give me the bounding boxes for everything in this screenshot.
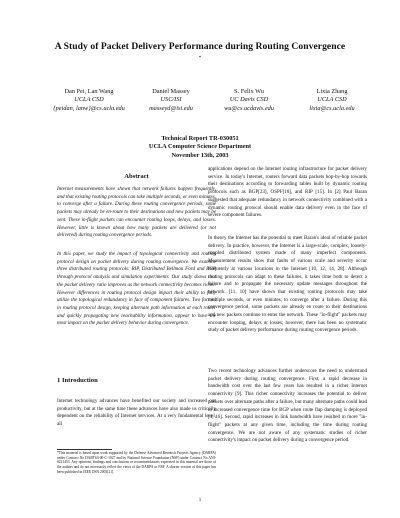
- author-block-1: [44, 88, 134, 113]
- author-block-2: [136, 88, 206, 113]
- title-footnote-mark: *: [198, 56, 202, 61]
- author-names: S. Felix Wu: [234, 88, 264, 95]
- author-email: lixia@cs.ucla.edu: [309, 104, 355, 112]
- author-block-4: [292, 88, 372, 113]
- report-department: UCLA Computer Science Department: [148, 143, 252, 151]
- right-column-paragraph-2: In theory the Internet has the potential to meet Baran's ideal of reliable packet delivery. In practice, however, the Internet is a large-scale, complex, loosely-coupled distributed system made of many imperfect components. Measurement results show that faults of various scale and severity occur frequently at various locations in the Internet [10, 12, 14, 28]. Although routing protocols can adapt to these failures, it takes time both to detect a failure and to propagate the necessary update messages throughout the network. [11, 10] have shown that existing routing protocols may take multiple seconds, or even minutes, to converge after a failure. During this convergence period, some packets are already en route to their destinations and new packets continue to enter the network. These "in-flight" packets may encounter looping, delays or losses; however, there has been no systematic study of packet delivery performance during routing convergence periods.: [208, 235, 367, 334]
- author-names: Daniel Massey: [152, 88, 190, 95]
- author-email: masseyd@isi.edu: [149, 104, 193, 112]
- section-heading-introduction: 1 Introduction: [57, 377, 98, 384]
- funding-footnote: *This material is based upon work supported by the Defense Advanced Research Projects Agency (DARPA) under Contract No DABT63-00-C-1027 and by National Science Foundation (NSF) under Contract No ANI-0221453. Any opinions, findings and conclusions or recommendations expressed in this material are those of the authors and do not necessarily reflect the views of the DARPA or NSF. A shorter version of this paper has been published in IEEE DSN 2003[21].: [57, 451, 216, 474]
- author-names: Lixia Zhang: [316, 88, 348, 95]
- report-date: November 13th, 2003: [171, 151, 229, 159]
- abstract-heading: Abstract: [124, 173, 149, 180]
- author-names: Dan Pei, Lan Wang: [64, 88, 114, 95]
- author-institution: USC/ISI: [160, 96, 182, 104]
- author-institution: UCLA CSD: [74, 96, 104, 104]
- report-info: [0, 135, 400, 160]
- introduction-paragraph: Internet technology advances have benefited our society and increased our productivity, but at the same time these advances have also made us critically dependent on the reliability of Internet services. At a very fundamental level, all: [57, 398, 216, 428]
- footnote-rule: [57, 449, 112, 450]
- report-number: Technical Report TR-030051: [161, 135, 239, 142]
- abstract-paragraph-2: In this paper, we study the impact of topological connectivity and routing protocol design on packet delivery during routing convergence. We examine three distributed routing protocols: RIP, Distributed Bellman Ford and BGP through protocol analysis and simulation experiments. Our study shows that the packet delivery ratio improves as the network connectivity becomes richer. However differences in routing protocol design impact their ability to fully utilize the topological redundancy in face of component failures. Two factors in routing protocol design, keeping alternate path information at each router and quickly propagating new reachability information, appear to have the most impact on the packet delivery behavior during convergence.: [57, 251, 216, 327]
- author-email: wu@cs.ucdavis.edu: [224, 104, 274, 112]
- author-email: {peidan, lanw}@cs.ucla.edu: [53, 104, 125, 112]
- author-block-3: [204, 88, 294, 113]
- right-column-paragraph-1: applications depend on the Internet routing infrastructure for packet delivery service. In today's Internet, routers forward data packets hop-by-hop towards their destinations according to forwarding tables built by dynamic routing protocols such as BGP[23], OSPF[18], and RIP [15]. In [2] Paul Baran suggested that adequate redundancy in network connectivity combined with a dynamic routing protocol should enable data delivery even in the face of severe component failures.: [208, 166, 367, 219]
- page-number: 1: [198, 498, 202, 503]
- author-institution: UCLA CSD: [317, 96, 347, 104]
- abstract-paragraph-1: Internet measurements have shown that network failures happen frequently, and that existing routing protocols can take multiple seconds, or even minutes, to converge after a failure. During these routing convergence periods, some packets may already be en-route to their destinations and new packets may be sent. These in-flight packets can encounter routing loops, delays, and losses. However, little is known about how many packets are delivered (or not delivered) during routing convergence periods.: [57, 186, 216, 239]
- paper-title: A Study of Packet Delivery Performance during Routing Convergence: [54, 41, 346, 52]
- right-column-paragraph-3: Two recent technology advances further underscore the need to understand packet delivery during routing convergence. First, a rapid decrease in bandwidth cost over the last few years has resulted in a richer Internet connectivity [9]. This richer connectivity increases the potential to deliver packets over alternate paths after a failure, but many alternate paths could lead to increased convergence time for BGP when route flap damping is deployed [4, 16]. Second, rapid increases in link bandwidth have resulted in more "in-flight" packets at any given time, including the time during routing convergence. We are not aware of any systematic studies of richer connectivity's impact on packet delivery during a convergence period.: [208, 368, 367, 444]
- author-institution: UC Davis CSD: [229, 96, 269, 104]
